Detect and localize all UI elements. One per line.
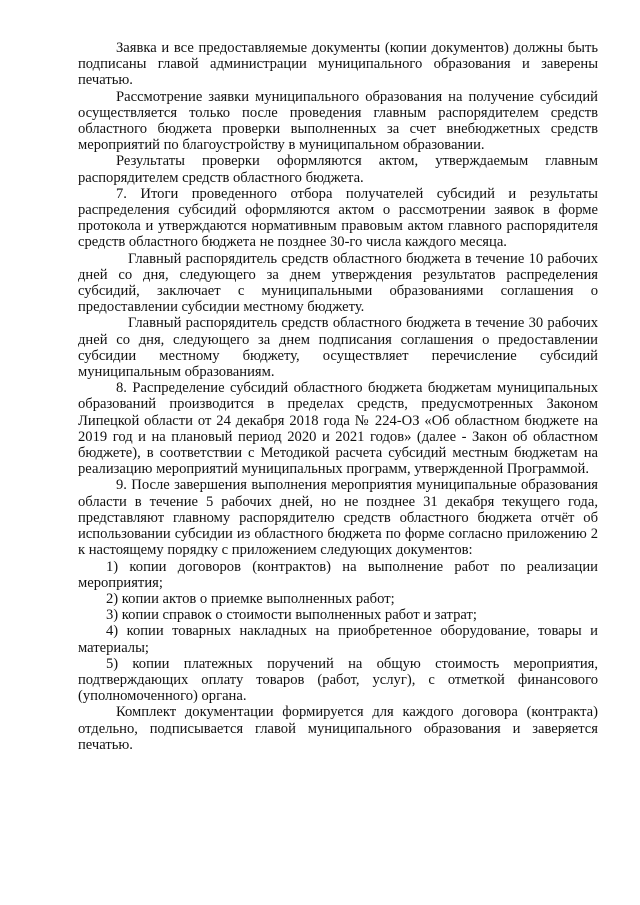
list-item-payment-orders: 5) копии платежных поручений на общую стоимость мероприятия, подтверждающих оплату товаров (работ, услуг), с отметкой финансового (уполномоченного) органа. [78,655,598,705]
paragraph-inspection-results: Результаты проверки оформляются актом, утверждаемым главным распорядителем средств областного бюджета. [78,153,598,186]
paragraph-signature-requirement: Заявка и все предоставляемые документы (копии документов) должны быть подписаны главой администрации муниципального образования и заверены печатью. [78,40,598,89]
list-item-invoices: 4) копии товарных накладных на приобретенное оборудование, товары и материалы; [78,623,598,656]
paragraph-transfer: Главный распорядитель средств областного бюджета в течение 30 рабочих дней со дня, следующего за днем подписания соглашения о предоставлении субсидии местному бюджету, осуществляет перечисление субсидий муниципальным образованиям. [78,315,598,381]
list-item-cost-certificates: 3) копии справок о стоимости выполненных работ и затрат; [106,607,477,624]
list-item-contracts: 1) копии договоров (контрактов) на выполнение работ по реализации мероприятия; [78,558,598,591]
paragraph-section-7: 7. Итоги проведенного отбора получателей субсидий и результаты распределения субсидий оформляются актом о рассмотрении заявок в форме протокола и утверждаются нормативным правовым актом главного распорядителя средств областного бюджета не позднее 30-го числа каждого месяца. [78,185,598,251]
paragraph-section-8: 8. Распределение субсидий областного бюджета бюджетам муниципальных образований производится в пределах средств, предусмотренных Законом Липецкой области от 24 декабря 2018 года № 224-ОЗ «Об областном бюджете на 2019 год и на плановый период 2020 и 2021 годов» (далее - Закон об областном бюджете), в соответствии с Методикой расчета субсидий местным бюджетам на реализацию мероприятий муниципальных программ, утвержденной Программой. [78,380,598,478]
document-page [78,40,598,753]
list-item-acceptance-acts: 2) копии актов о приемке выполненных работ; [106,590,395,607]
paragraph-review-conditions: Рассмотрение заявки муниципального образования на получение субсидий осуществляется только после проведения главным распорядителем средств областного бюджета проверки выполненных за счет внебюджетных средств мероприятий по благоустройству в муниципальном образовании. [78,88,598,154]
paragraph-documentation-set: Комплект документации формируется для каждого договора (контракта) отдельно, подписывается главой муниципального образования и заверяется печатью. [78,704,598,753]
paragraph-section-9: 9. После завершения выполнения мероприятия муниципальные образования области в течение 5 рабочих дней, но не позднее 31 декабря текущего года, представляют главному распорядителю средств областного бюджета отчёт об использовании субсидии из областного бюджета по форме согласно приложению 2 к настоящему порядку с приложением следующих документов: [78,477,598,559]
paragraph-agreements: Главный распорядитель средств областного бюджета в течение 10 рабочих дней со дня, следующего за днем утверждения результатов распределения субсидий, заключает с муниципальными образованиями соглашения о предоставлении субсидии местному бюджету. [78,250,598,316]
